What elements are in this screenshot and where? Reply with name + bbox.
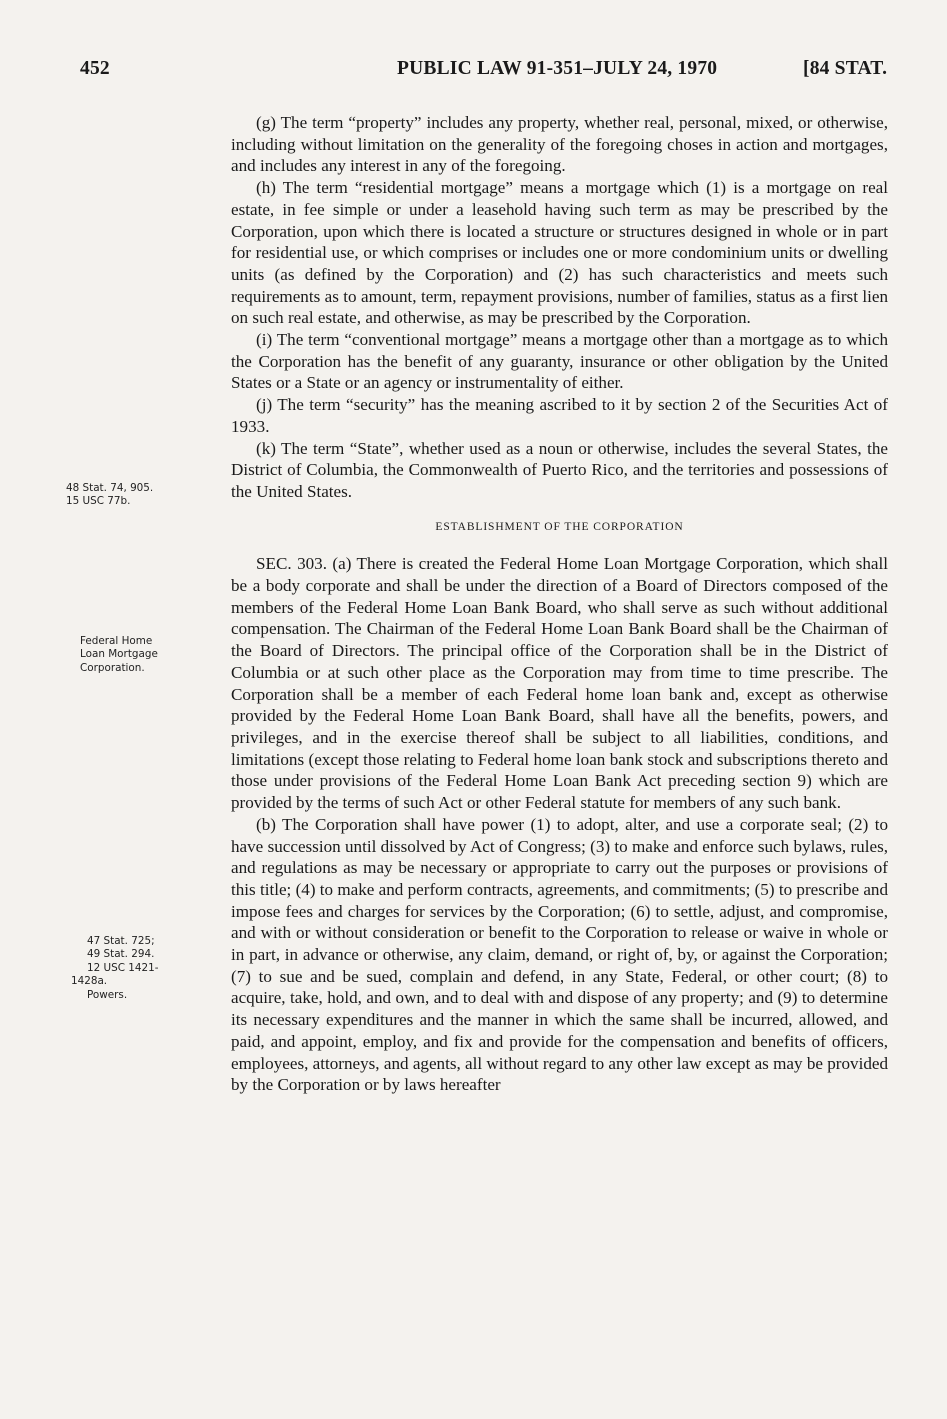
- page-header: [0, 58, 947, 90]
- margin-note-line: 12 USC 1421-: [87, 961, 159, 974]
- section-303-a: SEC. 303. (a) There is created the Federal Home Loan Mortgage Corporation, which shall be a body corporate and shall be under the direction of a Board of Directors composed of the members of the Federal Home Loan Bank Board, who shall serve as such without additional compensation. The Chairman of the Federal Home Loan Bank Board shall be the Chairman of the Board of Directors. The principal office of the Corporation shall be in the District of Columbia or at such other place as the Corporation may from time to time prescribe. The Corporation shall be a member of each Federal home loan bank and, except as otherwise provided by the Federal Home Loan Bank Board, shall have all the benefits, powers, and privileges, and in the exercise thereof shall be subject to all liabilities, conditions, and limitations (except those relating to Federal home loan bank stock and subscriptions thereto and those under provisions of the Federal Home Loan Bank Act preceding section 9) which are provided by the terms of such Act or other Federal statute for members of any such bank.: [231, 554, 888, 813]
- paragraph-g: (g) The term “property” includes any property, whether real, personal, mixed, or otherwise, including without limitation on the generality of the foregoing choses in action and mortgages, and includes any interest in any of the foregoing.: [231, 113, 888, 176]
- margin-note-securities-act: [66, 482, 224, 509]
- section-heading: ESTABLISHMENT OF THE CORPORATION: [435, 520, 684, 533]
- margin-note-line: Loan Mortgage: [80, 648, 158, 661]
- body-text: [231, 112, 888, 1096]
- paragraph-k: (k) The term “State”, whether used as a noun or otherwise, includes the several States, the District of Columbia, the Commonwealth of Puerto Rico, and the territories and possessions of the United States.: [231, 438, 888, 501]
- margin-note-powers: [71, 935, 221, 1002]
- margin-note-line: 47 Stat. 725;: [87, 935, 155, 947]
- margin-note-fhlmc: [80, 635, 210, 675]
- margin-note-line: 49 Stat. 294.: [87, 948, 155, 961]
- margin-note-line: Corporation.: [80, 661, 145, 674]
- page-title: PUBLIC LAW 91-351–JULY 24, 1970: [397, 58, 718, 79]
- paragraph-i: (i) The term “conventional mortgage” means a mortgage other than a mortgage as to which the Corporation has the benefit of any guaranty, insurance or other obligation by the United States or a State or an agency or instrumentality of either.: [231, 330, 888, 393]
- margin-note-line: Powers.: [87, 988, 128, 1001]
- statute-reference: [84 STAT.: [803, 58, 888, 79]
- page-number: 452: [80, 58, 110, 79]
- section-303-b: (b) The Corporation shall have power (1) to adopt, alter, and use a corporate seal; (2) to have succession until dissolved by Act of Congress; (3) to make and enforce such bylaws, rules, and regulations as may be necessary or appropriate to carry out the purposes or provisions of this title; (4) to make and perform contracts, agreements, and commitments; (5) to prescribe and impose fees and charges for services by the Corporation; (6) to settle, adjust, and compromise, and with or without consideration or benefit to the Corporation to release or waive in whole or in part, in advance or otherwise, any claim, demand, or right of, by, or against the Corporation; (7) to sue and be sued, complain and defend, in any State, Federal, or other court; (8) to acquire, take, hold, and own, and to deal with and dispose of any property; and (9) to determine its necessary expenditures and the manner in which the same shall be incurred, allowed, and paid, and appoint, employ, and fix and provide for the compensation and benefits of officers, employees, attorneys, and agents, all without regard to any other law except as may be provided by the Corporation or by laws hereafter: [231, 814, 888, 1095]
- margin-note-line: 15 USC 77b.: [66, 495, 131, 508]
- paragraph-h: (h) The term “residential mortgage” means a mortgage which (1) is a mortgage on real estate, in fee simple or under a leasehold having such term as may be prescribed by the Corporation, upon which there is located a structure or structures designed in whole or in part for residential use, or which comprises or includes one or more condominium units or dwelling units (as defined by the Corporation) and (2) has such characteristics and meets such requirements as to amount, term, repayment provisions, number of families, status as a first lien on such real estate, and otherwise, as may be prescribed by the Corporation.: [231, 178, 888, 328]
- margin-note-line: 48 Stat. 74, 905.: [66, 482, 154, 494]
- margin-note-line: Federal Home: [80, 635, 153, 647]
- margin-note-line: 1428a.: [71, 975, 108, 988]
- paragraph-j: (j) The term “security” has the meaning ascribed to it by section 2 of the Securities Act of 1933.: [231, 395, 888, 436]
